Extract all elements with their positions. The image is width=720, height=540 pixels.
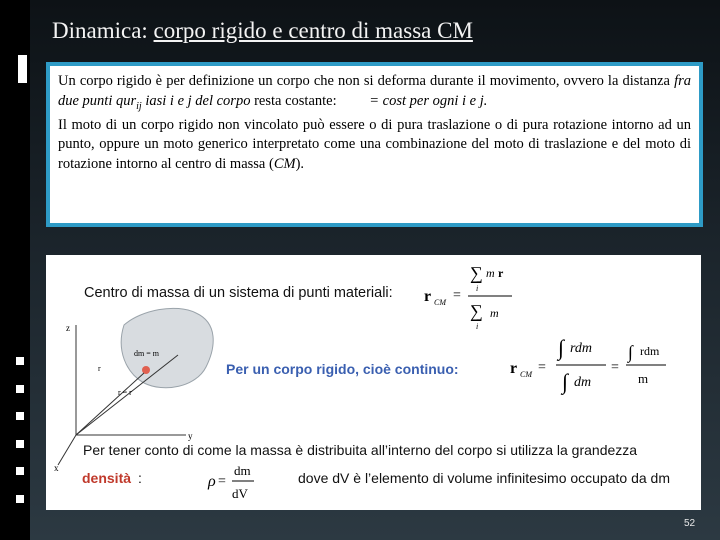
f1-rcm-sub: CM <box>434 298 446 307</box>
f2-rcm: r <box>510 360 518 377</box>
system-title: Centro di massa di un sistema di punti materiali: <box>84 285 393 301</box>
f3-rho: ρ <box>208 473 216 490</box>
label-z: z <box>66 323 70 333</box>
bullet-square <box>16 467 24 475</box>
motion-paragraph <box>58 116 691 175</box>
text-segment: resta costante: <box>250 92 341 109</box>
density-colon: : <box>138 470 142 486</box>
density-label: densità <box>82 470 132 486</box>
text-segment: fra due punti qu <box>58 73 691 109</box>
text-segment: ). <box>295 155 305 172</box>
f2-eq2: = <box>611 360 619 375</box>
label-x: x <box>54 463 59 473</box>
axis-x <box>58 435 76 465</box>
f1-eq: = <box>453 288 461 303</box>
f1-sum-bot: ∑ <box>470 301 483 321</box>
slide-title <box>52 18 473 44</box>
decorative-bar <box>18 55 27 83</box>
label-dm: dm = m <box>134 349 159 358</box>
formula-diagram-svg <box>46 255 701 510</box>
distribution-note: Per tener conto di come la massa è distribuita all’interno del corpo si utilizza la grandezza <box>83 442 638 458</box>
f1-rcm: r <box>424 288 432 305</box>
f3-dV: dV <box>232 486 248 501</box>
bullet-square <box>16 385 24 393</box>
page-number: 52 <box>684 518 696 529</box>
text-segment: CM <box>273 155 296 172</box>
f1-m-bot: m <box>490 306 499 320</box>
f1-i-top: i <box>476 284 479 293</box>
rigid-body-label: Per un corpo rigido, cioè continuo: <box>226 361 459 377</box>
f2-dm-bot: dm <box>574 375 592 390</box>
text-segment: = cost per ogni i e j. <box>369 92 488 109</box>
vector-rcm <box>76 373 144 435</box>
label-rcm: r <box>98 364 101 373</box>
f3-dm: dm <box>234 463 251 478</box>
f1-r-top: r <box>498 266 504 280</box>
title-underlined: corpo rigido e centro di massa CM <box>153 18 473 43</box>
title-prefix: Dinamica: <box>52 18 154 43</box>
definition-textbox <box>46 62 703 227</box>
definition-paragraph <box>58 72 691 116</box>
text-segment: iasi i e j del corpo <box>145 92 251 109</box>
f2-rdm-right: rdm <box>640 344 660 358</box>
bullet-square <box>16 440 24 448</box>
f2-eq1: = <box>538 360 546 375</box>
f2-int-right: ∫ <box>628 342 633 362</box>
f2-rcm-sub: CM <box>520 370 532 379</box>
cm-point <box>142 366 150 374</box>
dv-note: dove dV è l’elemento di volume infinitesimo occupato da dm <box>298 470 670 486</box>
f1-sum-top: ∑ <box>470 263 483 283</box>
center-of-mass-figure <box>46 255 701 510</box>
bullet-square <box>16 495 24 503</box>
bullet-square <box>16 357 24 365</box>
rij-symbol: $r_{ij}$ <box>130 92 142 112</box>
text-segment: Un corpo rigido è per definizione un corpo che non si deforma durante il movimento, ovvero la distanza <box>58 73 675 89</box>
f2-m-right: m <box>638 371 649 386</box>
label-y: y <box>188 431 193 441</box>
f1-i-bot: i <box>476 322 479 331</box>
f2-rdm-top: rdm <box>570 341 593 356</box>
f1-m-top: m <box>486 266 495 280</box>
bullet-square <box>16 412 24 420</box>
text-segment: Il moto di un corpo rigido non vincolato può essere o di pura traslazione o di pura rotazione intorno ad un punto, oppure un moto generico interpretato come una combinazione del moto di traslazione e del moto di rotazione intorno al centro di massa ( <box>58 116 691 172</box>
f3-eq: = <box>218 474 226 489</box>
f2-int-top: ∫ <box>558 335 565 360</box>
f2-int-bot: ∫ <box>562 369 569 394</box>
label-r: r = r <box>118 388 132 397</box>
